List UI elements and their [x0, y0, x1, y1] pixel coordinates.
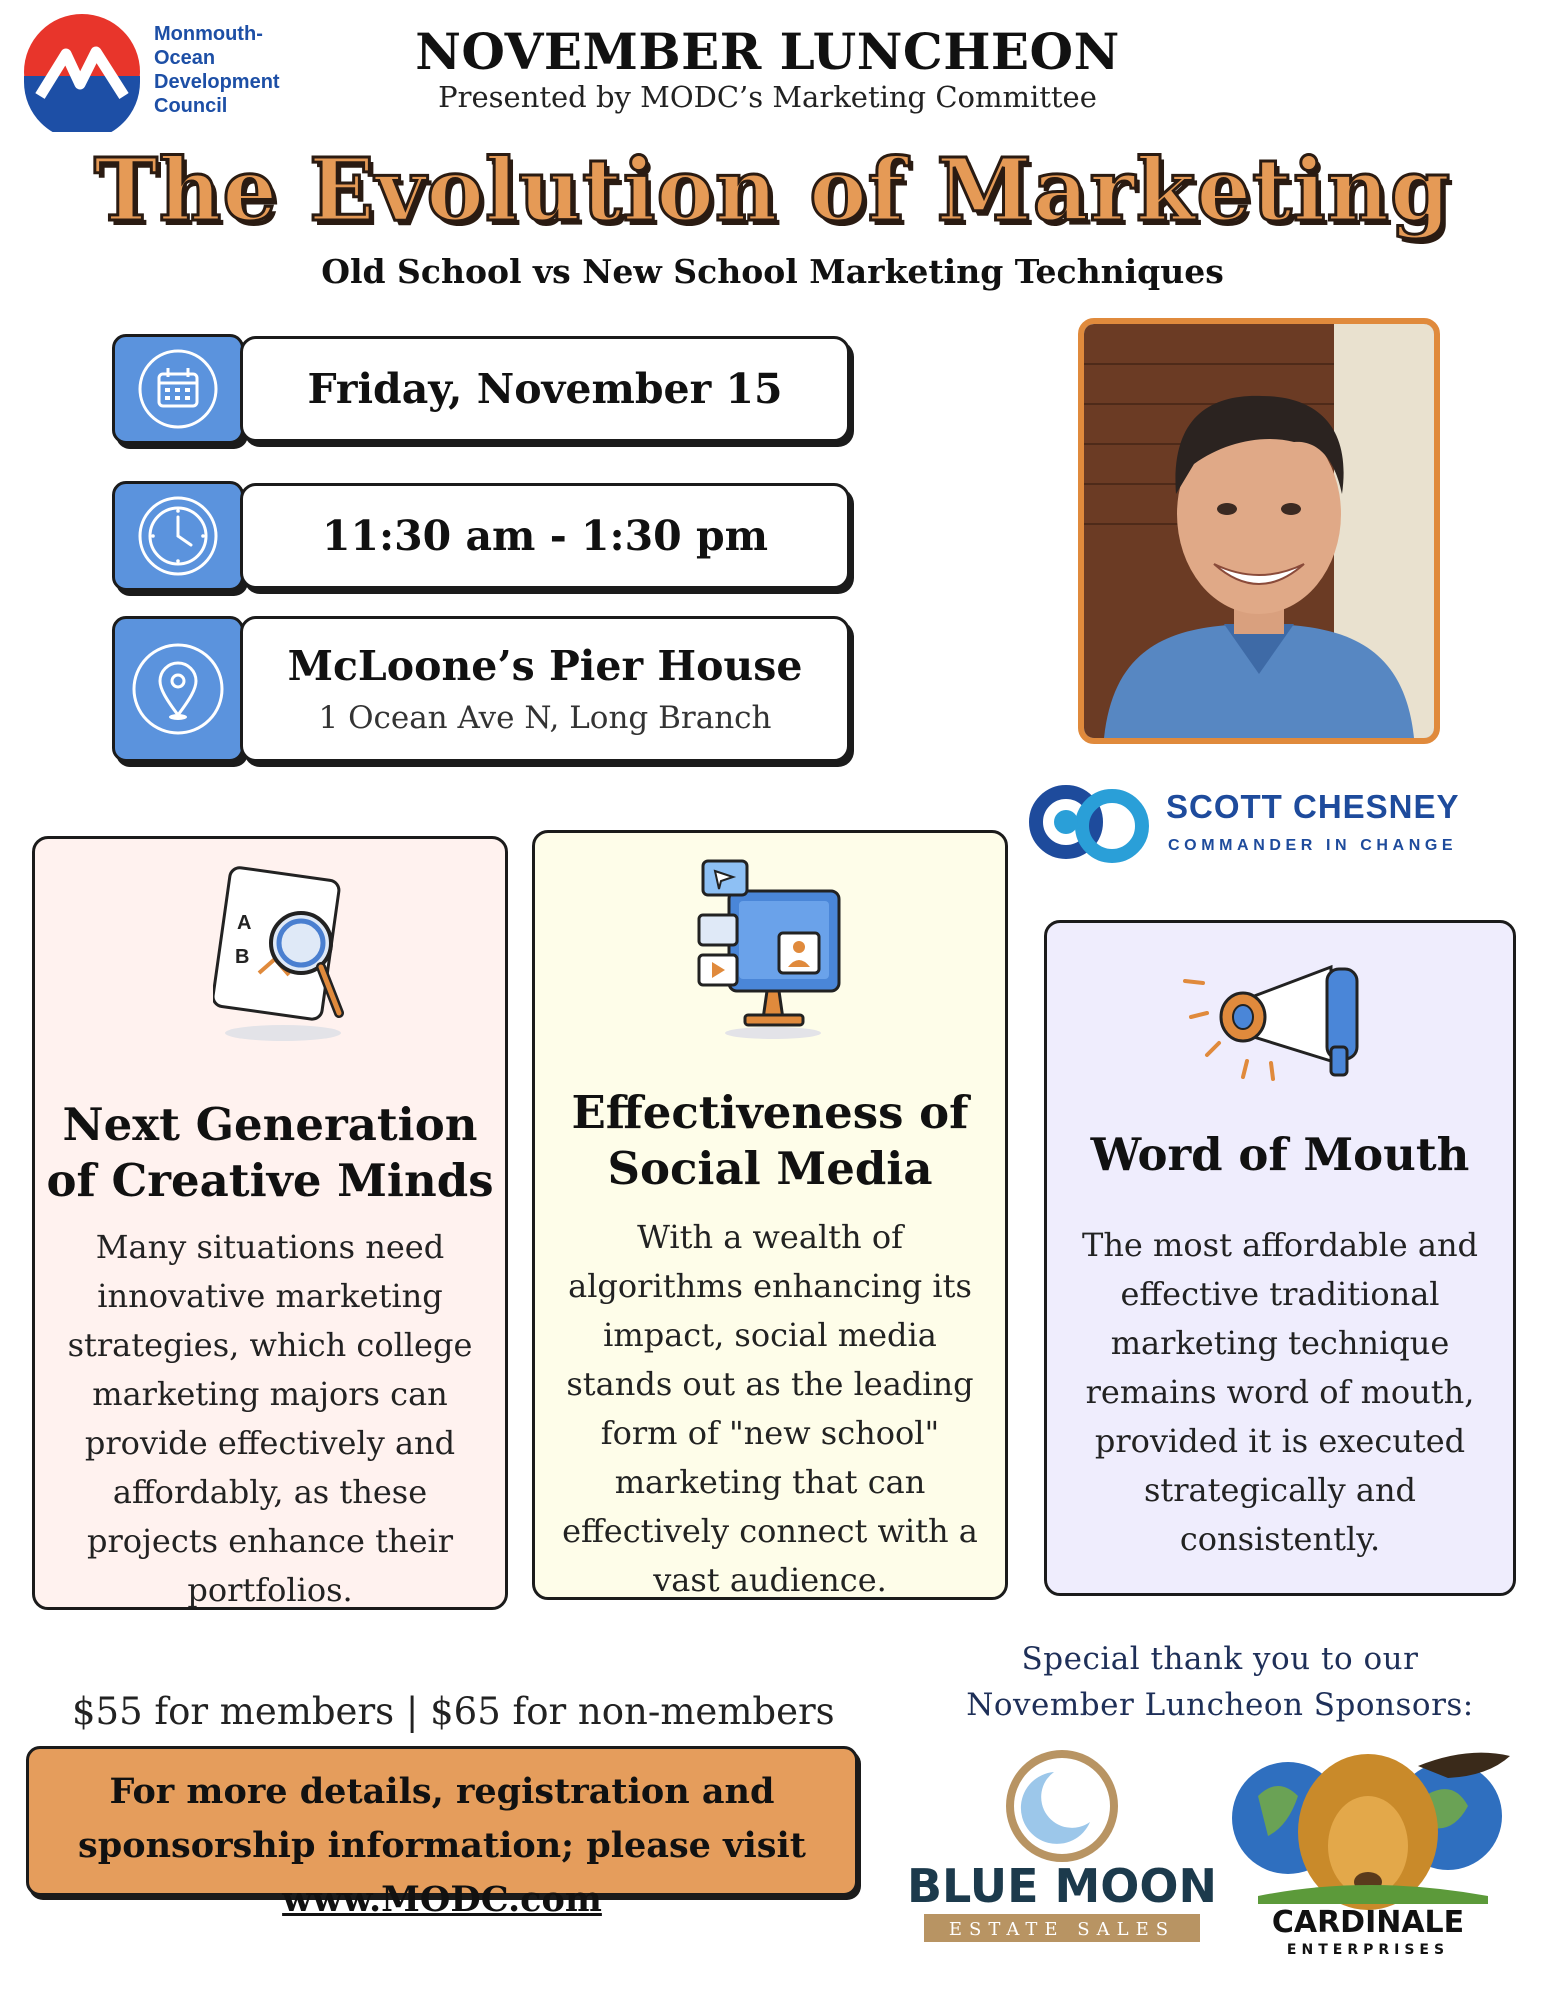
speaker-logo-name: SCOTT CHESNEY	[1166, 788, 1460, 825]
card-1-body: Many situations need innovative marketing strategies, which college marketing majors can provide effectively and affordably, as these projects enhance their portfolios.	[67, 1228, 473, 1609]
time-box	[240, 483, 850, 589]
card-1-illustration	[213, 863, 363, 1057]
sponsor-thanks: Special thank you to our November Luncheon Sponsors:	[966, 1641, 1474, 1723]
blue-moon-logo	[904, 1744, 1220, 1954]
subheadline: Old School vs New School Marketing Techniques	[321, 252, 1224, 291]
time-icon-box	[112, 481, 244, 591]
venue-name: McLoone’s Pier House	[287, 642, 803, 690]
speaker-logo-tagline: COMMANDER IN CHANGE	[1168, 837, 1458, 854]
venue-box	[240, 616, 850, 762]
svg-text:ENTERPRISES: ENTERPRISES	[1286, 1942, 1450, 1958]
card-3-title: Word of Mouth	[1090, 1128, 1470, 1181]
svg-text:BLUE MOON: BLUE MOON	[906, 1859, 1218, 1913]
card-1-title: Next Generation of Creative Minds	[46, 1098, 494, 1207]
card-2-illustration	[695, 851, 845, 1055]
event-title: NOVEMBER LUNCHEON	[415, 22, 1120, 81]
speaker-portrait	[1084, 324, 1434, 738]
card-3-illustration	[1181, 957, 1381, 1091]
card-creative-minds	[32, 836, 508, 1610]
location-pin-icon	[130, 641, 226, 737]
cardinale-logo	[1218, 1736, 1518, 1966]
pricing-text: $55 for members | $65 for non-members	[72, 1690, 835, 1733]
card-2-title: Effectiveness of Social Media	[571, 1086, 969, 1195]
card-social-media	[532, 830, 1008, 1600]
card-word-of-mouth	[1044, 920, 1516, 1596]
calendar-icon	[137, 348, 219, 430]
svg-text:B: B	[235, 946, 250, 968]
presenter-line: Presented by MODC’s Marketing Committee	[438, 80, 1097, 114]
headline: The Evolution of Marketing	[93, 140, 1452, 241]
cta-box	[26, 1746, 858, 1920]
card-3-body: The most affordable and effective traditional marketing technique remains word of mouth, provided it is executed strategically and consistently.	[1081, 1226, 1479, 1558]
svg-text:CARDINALE: CARDINALE	[1271, 1905, 1465, 1940]
megaphone-icon	[1181, 957, 1381, 1087]
location-icon-box	[112, 616, 244, 762]
svg-text:A: A	[237, 912, 252, 934]
venue-address: 1 Ocean Ave N, Long Branch	[318, 700, 772, 736]
ab-test-magnifier-icon	[213, 863, 363, 1053]
date-box	[240, 336, 850, 442]
card-2-body: With a wealth of algorithms enhancing its impact, social media stands out as the leading form of "new school" marketing that can effectively connect with a vast audience.	[562, 1218, 978, 1599]
social-media-screen-icon	[695, 851, 845, 1051]
modc-website-link[interactable]: www.MODC.com	[282, 1879, 602, 1920]
clock-icon	[137, 495, 219, 577]
date-icon-box	[112, 334, 244, 444]
cta-text: For more details, registration and sponsorship information; please visit	[78, 1771, 806, 1866]
speaker-logo	[1024, 770, 1494, 880]
event-time: 11:30 am - 1:30 pm	[321, 512, 769, 560]
speaker-photo	[1078, 318, 1440, 744]
event-date: Friday, November 15	[307, 365, 783, 413]
org-name: Monmouth- Ocean Development Council	[154, 23, 280, 117]
svg-text:ESTATE SALES: ESTATE SALES	[948, 1919, 1176, 1940]
